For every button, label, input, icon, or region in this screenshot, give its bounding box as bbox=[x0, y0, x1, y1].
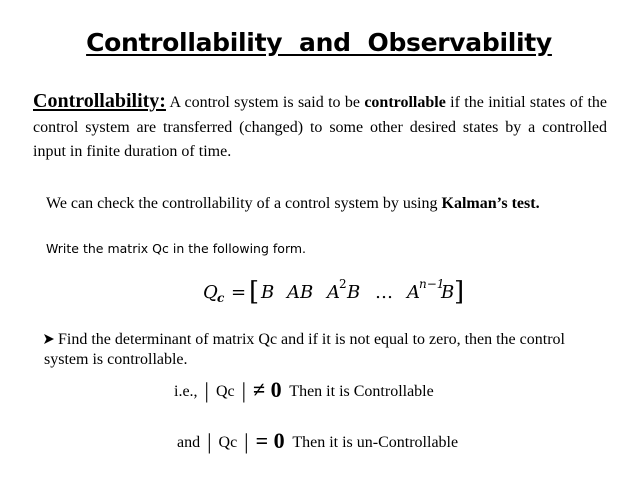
condition-var: Qc bbox=[211, 383, 239, 400]
condition-result: Then it is Controllable bbox=[285, 383, 434, 400]
formula-anb-exp: n−1 bbox=[419, 277, 445, 291]
formula-close-bracket: ] bbox=[454, 277, 465, 307]
condition-result: Then it is un-Controllable bbox=[288, 434, 459, 451]
formula-open-bracket: [ bbox=[249, 277, 260, 307]
condition-controllable bbox=[174, 377, 434, 404]
abs-bar-close: | bbox=[241, 378, 247, 403]
definition-term: Controllability: bbox=[33, 90, 166, 112]
arrow-bullet-icon bbox=[44, 334, 54, 344]
formula-a2b-exp: 2 bbox=[339, 277, 347, 291]
condition-relation: = 0 bbox=[255, 428, 285, 453]
kalman-bold: Kalman’s test. bbox=[441, 195, 540, 212]
formula-anb-tail: B bbox=[441, 282, 455, 303]
definition-text: A control system is said to be bbox=[165, 94, 365, 111]
definition-bold-word: controllable bbox=[364, 94, 446, 111]
condition-prefix: i.e., bbox=[174, 383, 202, 400]
formula-equals: = bbox=[231, 282, 247, 303]
abs-bar-open: | bbox=[204, 378, 209, 403]
bullet-text: Find the determinant of matrix Qc and if it is not equal to zero, then the control system is controllable. bbox=[44, 331, 565, 368]
condition-uncontrollable bbox=[177, 428, 458, 455]
definition-rest: if the initial states of the control system are transferred (changed) to some other desired states by a controlled input in finite duration of time. bbox=[33, 94, 607, 160]
kalman-test-line bbox=[46, 195, 540, 213]
formula-a2b-base: A bbox=[327, 282, 340, 303]
abs-bar-close: | bbox=[244, 429, 249, 454]
slide-title: Controllability and Observability bbox=[86, 28, 552, 57]
condition-prefix: and bbox=[177, 434, 205, 451]
controllability-definition bbox=[33, 89, 607, 165]
condition-var: Qc bbox=[214, 434, 242, 451]
formula-dots: … bbox=[375, 282, 393, 303]
formula-b: B bbox=[261, 282, 275, 303]
kalman-text: We can check the controllability of a control system by using bbox=[46, 195, 442, 212]
formula-ab: AB bbox=[287, 282, 314, 303]
matrix-instruction: Write the matrix Qc in the following form. bbox=[46, 241, 307, 256]
determinant-bullet bbox=[44, 330, 604, 370]
formula-anb-base: A bbox=[407, 282, 420, 303]
formula-a2b-tail: B bbox=[347, 282, 361, 303]
formula-lhs-base: Q bbox=[203, 282, 218, 303]
abs-bar-open: | bbox=[207, 429, 212, 454]
formula-lhs-sub: c bbox=[217, 291, 225, 305]
qc-formula bbox=[203, 271, 463, 313]
condition-relation: ≠ 0 bbox=[253, 377, 282, 402]
